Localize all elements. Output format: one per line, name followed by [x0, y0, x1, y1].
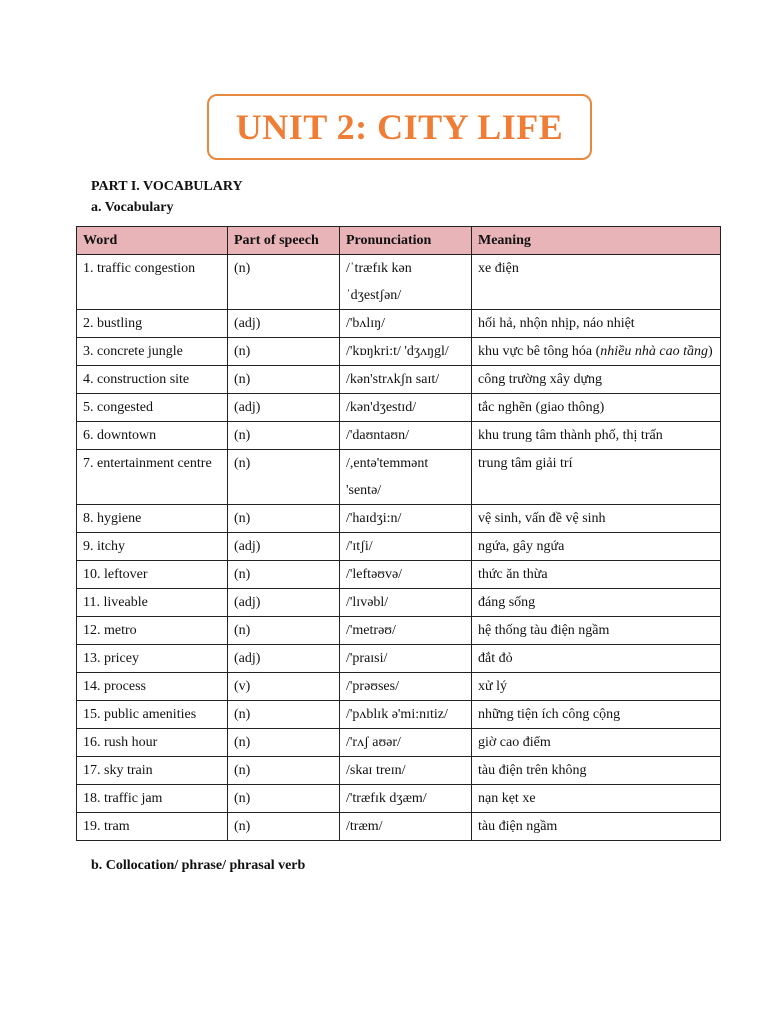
table-row	[77, 533, 721, 561]
meaning-cell: vệ sinh, vấn đề vệ sinh	[472, 505, 721, 533]
table-row	[77, 310, 721, 338]
table-row	[77, 785, 721, 813]
table-row	[77, 617, 721, 645]
word-cell: 1. traffic congestion	[77, 255, 228, 310]
section-b-heading: b. Collocation/ phrase/ phrasal verb	[91, 858, 306, 873]
table-row	[77, 701, 721, 729]
meaning-cell: đáng sống	[472, 589, 721, 617]
pos-cell: (n)	[228, 813, 340, 841]
pos-cell: (n)	[228, 255, 340, 310]
pos-cell: (adj)	[228, 310, 340, 338]
pronunciation-cell: /'pʌblɪk ə'mi:nɪtiz/	[340, 701, 472, 729]
word-cell: 7. entertainment centre	[77, 450, 228, 505]
pronunciation-cell: /kən'dʒestɪd/	[340, 394, 472, 422]
pos-cell: (n)	[228, 617, 340, 645]
word-cell: 10. leftover	[77, 561, 228, 589]
pos-cell: (n)	[228, 422, 340, 450]
pos-cell: (n)	[228, 505, 340, 533]
pronunciation-cell: /'ɪtʃi/	[340, 533, 472, 561]
word-cell: 16. rush hour	[77, 729, 228, 757]
word-cell: 3. concrete jungle	[77, 338, 228, 366]
pos-cell: (n)	[228, 561, 340, 589]
meaning-cell: ngứa, gây ngứa	[472, 533, 721, 561]
meaning-cell: nạn kẹt xe	[472, 785, 721, 813]
pos-cell: (n)	[228, 729, 340, 757]
meaning-cell: giờ cao điểm	[472, 729, 721, 757]
word-cell: 11. liveable	[77, 589, 228, 617]
word-cell: 9. itchy	[77, 533, 228, 561]
pronunciation-cell: /,entə'temmənt 'sentə/	[340, 450, 472, 505]
table-row	[77, 505, 721, 533]
word-cell: 19. tram	[77, 813, 228, 841]
meaning-cell: tàu điện ngầm	[472, 813, 721, 841]
meaning-cell: tắc nghẽn (giao thông)	[472, 394, 721, 422]
meaning-cell: xử lý	[472, 673, 721, 701]
word-cell: 15. public amenities	[77, 701, 228, 729]
pos-cell: (adj)	[228, 589, 340, 617]
pronunciation-cell: /'træfɪk dʒæm/	[340, 785, 472, 813]
pronunciation-cell: /skaɪ treɪn/	[340, 757, 472, 785]
table-row	[77, 645, 721, 673]
word-cell: 17. sky train	[77, 757, 228, 785]
meaning-cell: xe điện	[472, 255, 721, 310]
table-row	[77, 561, 721, 589]
pronunciation-cell: /'kɒŋkri:t/ 'dʒʌŋgl/	[340, 338, 472, 366]
meaning-italic-text: nhiều nhà cao tầng	[600, 344, 708, 359]
pos-cell: (n)	[228, 366, 340, 394]
pronunciation-cell: /'metrəʊ/	[340, 617, 472, 645]
meaning-cell: khu trung tâm thành phố, thị trấn	[472, 422, 721, 450]
table-row	[77, 366, 721, 394]
word-cell: 5. congested	[77, 394, 228, 422]
table-row	[77, 422, 721, 450]
pos-cell: (n)	[228, 785, 340, 813]
word-cell: 8. hygiene	[77, 505, 228, 533]
table-row	[77, 255, 721, 310]
pos-cell: (n)	[228, 757, 340, 785]
table-row	[77, 589, 721, 617]
pronunciation-cell: /'haɪdʒi:n/	[340, 505, 472, 533]
meaning-cell	[472, 338, 721, 366]
table-row	[77, 338, 721, 366]
section-a-heading: a. Vocabulary	[91, 200, 174, 215]
word-cell: 4. construction site	[77, 366, 228, 394]
meaning-cell: trung tâm giải trí	[472, 450, 721, 505]
header-pronunciation: Pronunciation	[340, 227, 472, 255]
title-box	[207, 94, 592, 160]
meaning-cell: những tiện ích công cộng	[472, 701, 721, 729]
pronunciation-cell: /'bʌlɪŋ/	[340, 310, 472, 338]
meaning-cell: tàu điện trên không	[472, 757, 721, 785]
table-row	[77, 813, 721, 841]
pos-cell: (v)	[228, 673, 340, 701]
pronunciation-cell: /'lɪvəbl/	[340, 589, 472, 617]
meaning-cell: hối hả, nhộn nhịp, náo nhiệt	[472, 310, 721, 338]
word-cell: 13. pricey	[77, 645, 228, 673]
header-meaning: Meaning	[472, 227, 721, 255]
pronunciation-cell: /ˈtræfɪk kənˈdʒestʃən/	[340, 255, 472, 310]
meaning-text-end: )	[708, 344, 713, 359]
table-row	[77, 757, 721, 785]
word-cell: 12. metro	[77, 617, 228, 645]
pos-cell: (n)	[228, 701, 340, 729]
pronunciation-cell: /'daʊntaʊn/	[340, 422, 472, 450]
pronunciation-cell: /'praɪsi/	[340, 645, 472, 673]
word-cell: 18. traffic jam	[77, 785, 228, 813]
pos-cell: (adj)	[228, 645, 340, 673]
word-cell: 14. process	[77, 673, 228, 701]
pronunciation-cell: /kən'strʌkʃn saɪt/	[340, 366, 472, 394]
page-title: UNIT 2: CITY LIFE	[235, 107, 564, 147]
pos-cell: (adj)	[228, 533, 340, 561]
pronunciation-cell: /træm/	[340, 813, 472, 841]
meaning-cell: hệ thống tàu điện ngầm	[472, 617, 721, 645]
meaning-cell: thức ăn thừa	[472, 561, 721, 589]
pos-cell: (n)	[228, 338, 340, 366]
pronunciation-cell: /'prəʊses/	[340, 673, 472, 701]
header-word: Word	[77, 227, 228, 255]
word-cell: 2. bustling	[77, 310, 228, 338]
table-row	[77, 673, 721, 701]
table-row	[77, 450, 721, 505]
table-row	[77, 729, 721, 757]
pos-cell: (adj)	[228, 394, 340, 422]
table-row	[77, 394, 721, 422]
table-header-row	[77, 227, 721, 255]
pos-cell: (n)	[228, 450, 340, 505]
meaning-cell: công trường xây dựng	[472, 366, 721, 394]
vocabulary-table	[76, 226, 721, 841]
word-cell: 6. downtown	[77, 422, 228, 450]
pronunciation-cell: /'rʌʃ aʊər/	[340, 729, 472, 757]
pronunciation-cell: /'leftəʊvə/	[340, 561, 472, 589]
header-part-of-speech: Part of speech	[228, 227, 340, 255]
meaning-cell: đắt đỏ	[472, 645, 721, 673]
part-heading: PART I. VOCABULARY	[91, 179, 243, 194]
meaning-text: khu vực bê tông hóa (	[478, 344, 601, 359]
